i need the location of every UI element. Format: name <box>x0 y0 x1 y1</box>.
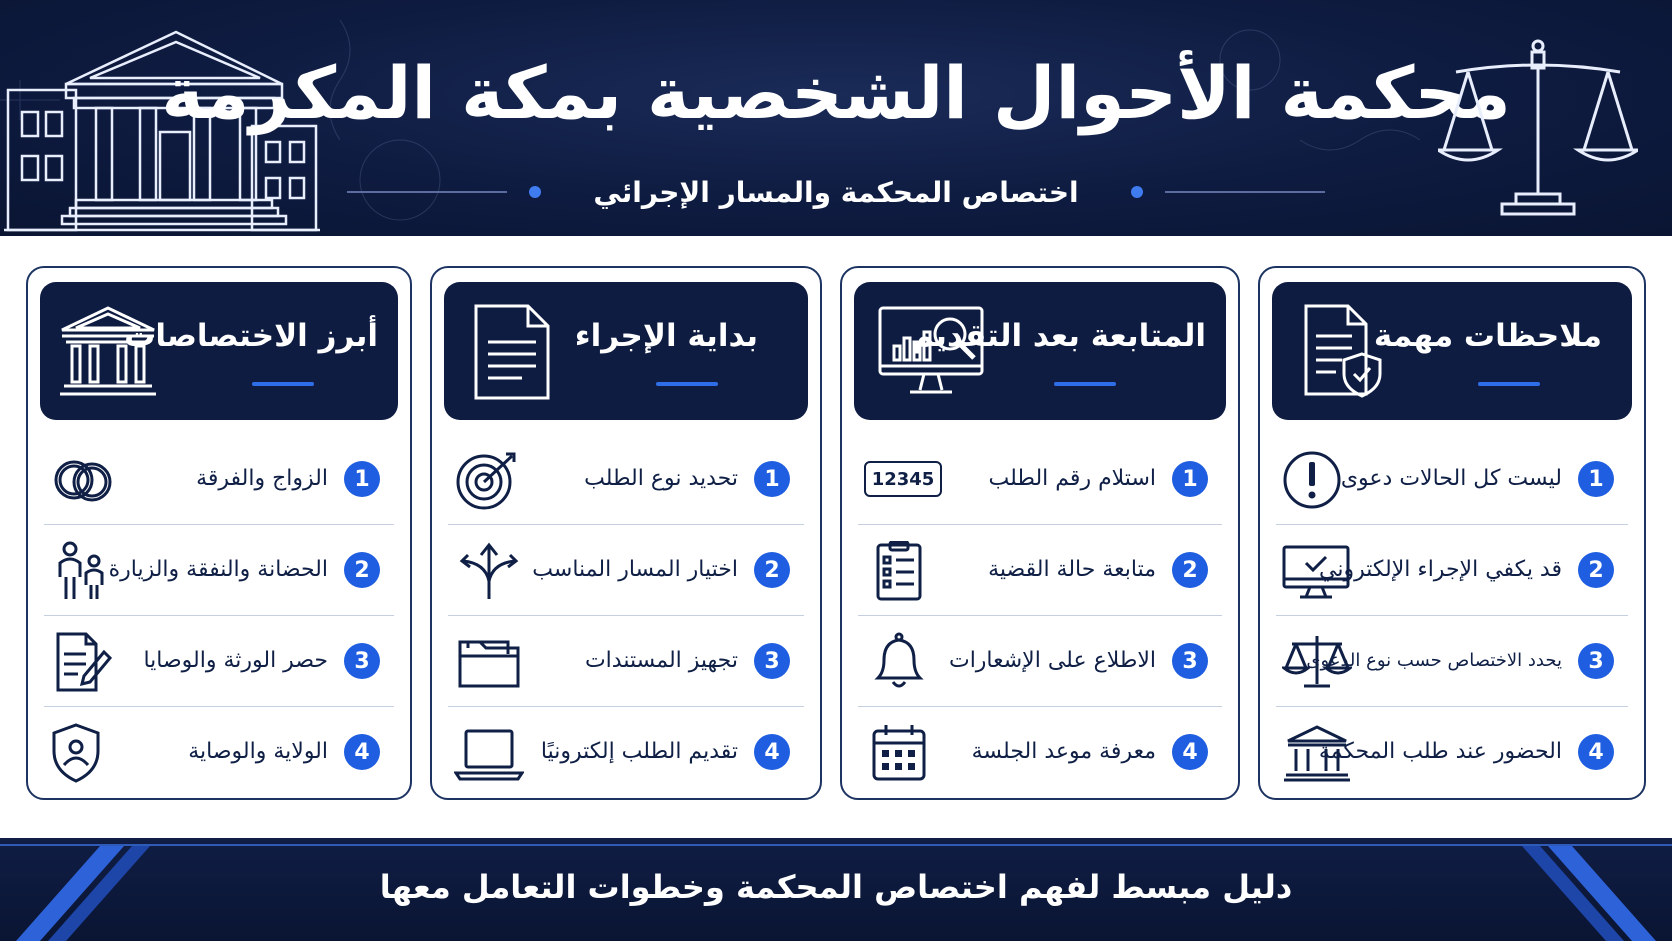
list-item <box>448 434 804 525</box>
card-title-underline <box>252 382 314 386</box>
subtitle-row <box>0 168 1672 216</box>
target-icon <box>454 450 524 510</box>
list-item <box>858 434 1222 525</box>
card-title: بداية الإجراء <box>574 318 758 354</box>
card-title-underline <box>1478 382 1540 386</box>
item-number-badge: 4 <box>344 734 380 770</box>
document-icon <box>466 302 566 402</box>
list-item <box>858 525 1222 616</box>
list-item <box>448 707 804 798</box>
header-banner <box>0 0 1672 236</box>
item-label: الولاية والوصاية <box>188 739 328 764</box>
card-header <box>40 282 398 420</box>
item-number-badge: 4 <box>754 734 790 770</box>
subtitle-dot-left <box>529 186 541 198</box>
list-item <box>44 616 394 707</box>
subtitle-line-right <box>1165 191 1325 193</box>
item-label: الحضانة والنفقة والزيارة <box>108 557 328 582</box>
card-header <box>854 282 1226 420</box>
court-building-icon <box>1282 723 1352 783</box>
footer-caption: دليل مبسط لفهم اختصاص المحكمة وخطوات التعامل معها <box>379 868 1293 906</box>
item-label: متابعة حالة القضية <box>988 557 1156 582</box>
item-label: معرفة موعد الجلسة <box>971 739 1156 764</box>
bell-icon <box>864 632 934 692</box>
rings-icon <box>50 450 120 510</box>
card-title: أبرز الاختصاصات <box>124 318 378 354</box>
laptop-icon <box>454 723 524 783</box>
list-item <box>858 707 1222 798</box>
item-number-badge: 3 <box>754 643 790 679</box>
calendar-icon <box>864 723 934 783</box>
item-label: تحديد نوع الطلب <box>584 466 738 491</box>
items-list <box>44 434 394 798</box>
item-label: اختيار المسار المناسب <box>532 557 738 582</box>
shield-person-icon <box>50 723 120 783</box>
list-item <box>1276 434 1628 525</box>
clipboard-checklist-icon <box>864 541 934 601</box>
list-item <box>1276 616 1628 707</box>
list-item <box>44 525 394 616</box>
items-list <box>448 434 804 798</box>
item-number-badge: 3 <box>1578 643 1614 679</box>
monitor-magnifier-icon <box>876 302 986 402</box>
item-number-badge: 1 <box>754 461 790 497</box>
subtitle-dot-right <box>1131 186 1143 198</box>
item-label: الحضور عند طلب المحكمة <box>1318 739 1562 764</box>
court-building-icon <box>58 302 158 402</box>
item-number-badge: 1 <box>1578 461 1614 497</box>
document-pen-icon <box>50 632 120 692</box>
monitor-check-icon <box>1282 541 1352 601</box>
item-number-badge: 1 <box>344 461 380 497</box>
item-number-badge: 2 <box>344 552 380 588</box>
card-header <box>444 282 808 420</box>
items-list <box>858 434 1222 798</box>
item-label: تقديم الطلب إلكترونيًا <box>540 739 738 764</box>
item-number-badge: 2 <box>1172 552 1208 588</box>
item-label: ليست كل الحالات دعوى <box>1340 466 1562 491</box>
footer-banner <box>0 838 1672 941</box>
item-label: قد يكفي الإجراء الإلكتروني <box>1318 557 1562 582</box>
list-item <box>44 434 394 525</box>
card-title: المتابعة بعد التقديم <box>911 318 1206 354</box>
item-label: الاطلاع على الإشعارات <box>948 648 1156 673</box>
number-badge-icon: 12345 <box>864 461 942 497</box>
item-label: تجهيز المستندات <box>584 648 738 673</box>
document-shield-icon <box>1292 302 1392 402</box>
scale-icon <box>1282 632 1352 692</box>
exclamation-icon <box>1282 450 1352 510</box>
card-main-jurisdictions <box>26 266 412 800</box>
split-arrows-icon <box>454 541 524 601</box>
card-title: ملاحظات مهمة <box>1373 318 1602 354</box>
item-label: يحدد الاختصاص حسب نوع الدعوى <box>1306 650 1562 671</box>
item-label: الزواج والفرقة <box>196 466 328 491</box>
card-important-notes <box>1258 266 1646 800</box>
item-label: حصر الورثة والوصايا <box>143 648 328 673</box>
item-number-badge: 4 <box>1578 734 1614 770</box>
page-title: محكمة الأحوال الشخصية بمكة المكرمة <box>161 51 1511 135</box>
item-number-badge: 1 <box>1172 461 1208 497</box>
item-number-badge: 3 <box>1172 643 1208 679</box>
footer-top-line <box>0 844 1672 846</box>
item-number-badge: 4 <box>1172 734 1208 770</box>
items-list <box>1276 434 1628 798</box>
scale-of-justice-icon <box>1438 38 1638 218</box>
folder-icon <box>454 632 524 692</box>
list-item <box>44 707 394 798</box>
card-title-underline <box>656 382 718 386</box>
list-item <box>448 616 804 707</box>
subtitle-line-left <box>347 191 507 193</box>
list-item <box>1276 525 1628 616</box>
card-header <box>1272 282 1632 420</box>
list-item <box>448 525 804 616</box>
card-title-underline <box>1054 382 1116 386</box>
item-number-badge: 2 <box>1578 552 1614 588</box>
item-label: استلام رقم الطلب <box>988 466 1156 491</box>
item-number-badge: 2 <box>754 552 790 588</box>
page-subtitle: اختصاص المحكمة والمسار الإجرائي <box>593 175 1079 209</box>
card-follow-up <box>840 266 1240 800</box>
family-icon <box>50 541 120 601</box>
list-item <box>858 616 1222 707</box>
cards-area <box>0 262 1672 802</box>
card-procedure-start <box>430 266 822 800</box>
item-number-badge: 3 <box>344 643 380 679</box>
list-item <box>1276 707 1628 798</box>
